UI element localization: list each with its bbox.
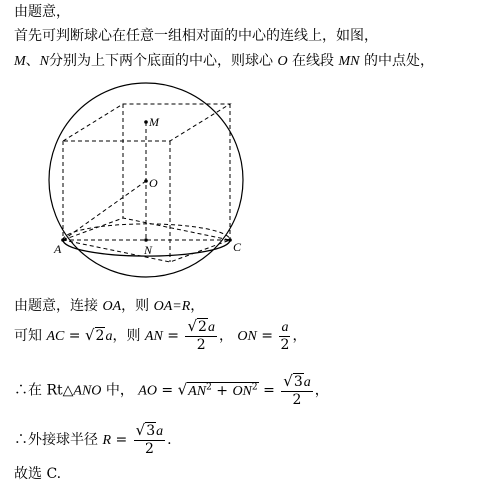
point-c <box>228 238 232 242</box>
segment-oa <box>63 181 146 240</box>
solution-line-4: ∴外接球半径 R = $\frac{√3a}{2}$ . <box>14 421 172 457</box>
label-a: A <box>54 242 62 256</box>
solution-line-5: 故选 C. <box>14 466 62 482</box>
point-a <box>61 238 65 242</box>
label-m: M <box>149 115 159 129</box>
label-o: O <box>149 176 158 190</box>
point-m <box>144 120 148 124</box>
point-o <box>144 179 148 183</box>
fraction-ao: $\frac{√3a}{2}$ <box>283 371 311 408</box>
label-c: C <box>233 240 242 254</box>
point-n <box>144 238 148 242</box>
fraction-an: $\frac{√2a}{2}$ <box>187 317 215 353</box>
fraction-r: $\frac{√3a}{2}$ <box>135 421 164 457</box>
solution-line-1: 由题意，连接 OA，则 OA=R， <box>14 298 205 314</box>
fraction-on: $\frac{a}{2}$ <box>280 319 290 353</box>
solution-line-2: 可知 AC = √2a，则 AN = $\frac{√2a}{2}$ ， ON = $\frac{a}{2}$ ， <box>14 317 307 353</box>
intro-line-3: M、N分别为上下两个底面的中心，则球心 O 在线段 MN 的中点处， <box>14 53 434 69</box>
solution-line-3: ∴在 Rt△ANO 中， AO = $√AN^2 + ON^2$ = $\frac{√3a}{2}$ ， <box>14 371 329 408</box>
intro-line-2: 首先可判断球心在任意一组相对面的中心的连线上，如图， <box>14 28 378 44</box>
label-n: N <box>144 243 153 257</box>
intro-line-1: 由题意， <box>14 4 70 20</box>
